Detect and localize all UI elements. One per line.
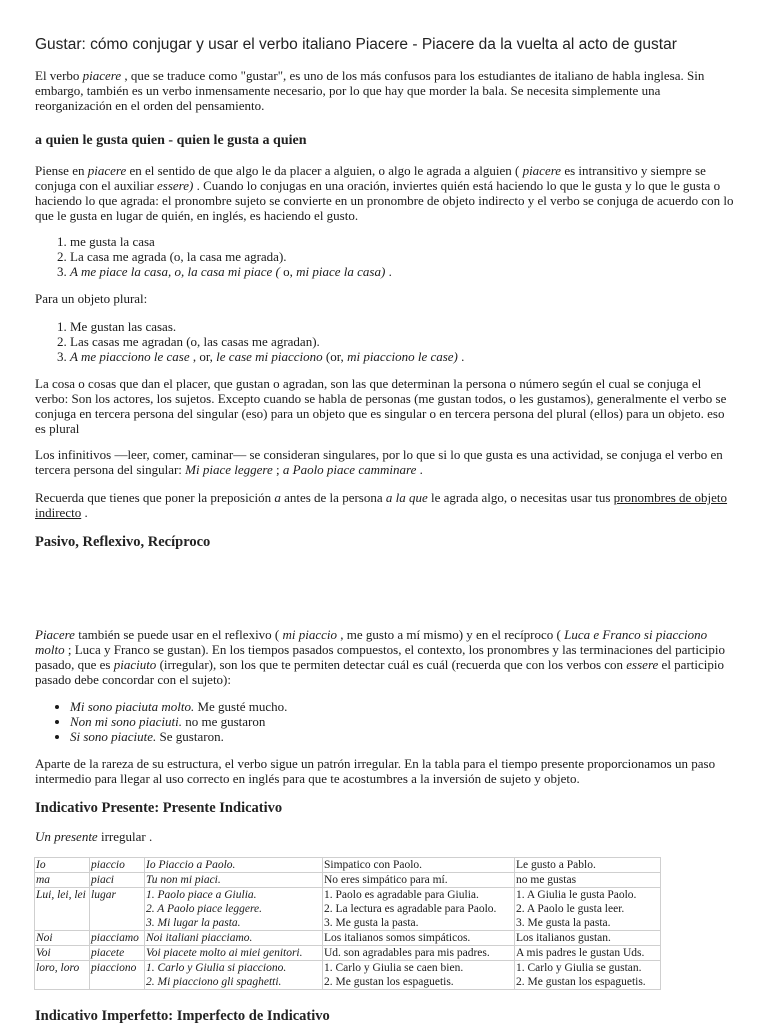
italian-example-cell: 1. Carlo y Giulia si piacciono. 2. Mi piacciono gli spaghetti. bbox=[145, 961, 323, 990]
verb-form-cell: piacciamo bbox=[90, 931, 145, 946]
spanish-translation-cell: no me gustas bbox=[515, 873, 661, 888]
literal-translation-cell: Los italianos somos simpáticos. bbox=[323, 931, 515, 946]
section-heading-presente: Indicativo Presente: Presente Indicativo bbox=[35, 800, 283, 816]
italian-example-cell: Noi italiani piacciamo. bbox=[145, 931, 323, 946]
paragraph-aparte: Aparte de la rareza de su estructura, el verbo sigue un patrón irregular. En la tabla para el tiempo presente proporcionamos un paso intermedio para llegar al uso correcto en inglés para que te acostumbres a la inversión de sujeto y objeto. bbox=[35, 756, 716, 786]
spanish-translation-cell: 1. Carlo y Giulia se gustan. 2. Me gustan los espaguetis. bbox=[515, 961, 661, 990]
pronoun-cell: Voi bbox=[35, 946, 90, 961]
plural-example-list bbox=[35, 319, 730, 364]
italian-example-cell: Io Piaccio a Paolo. bbox=[145, 858, 323, 873]
literal-translation-cell: 1. Carlo y Giulia se caen bien. 2. Me gustan los espaguetis. bbox=[323, 961, 515, 990]
paragraph-reflexivo: Piacere también se puede usar en el reflexivo ( mi piaccio , me gusto a mí mismo) y en el recíproco ( Luca e Franco si piacciono molto ; Luca y Franco se gustan). En los tiempos pasados compuestos, el contexto, los pronombres y las terminaciones del participio pasado, que es piaciuto (irregular), son los que te permiten detectar cuál es cuál (recuerda que con los verbos con essere el participio pasado debe concordar con el sujeto): bbox=[35, 627, 725, 687]
list-item: 1. me gusta la casa bbox=[70, 234, 730, 249]
section-heading-imperfetto: Indicativo Imperfetto: Imperfecto de Indicativo bbox=[35, 1008, 330, 1024]
page-title: Gustar: cómo conjugar y usar el verbo italiano Piacere - Piacere da la vuelta al acto de gustar bbox=[35, 36, 677, 53]
presente-subtitle: Un presente irregular . bbox=[35, 829, 153, 844]
paragraph-recuerda: Recuerda que tienes que poner la preposición a antes de la persona a la que le agrada algo, o necesitas usar tus pronombres de objeto indirecto . bbox=[35, 490, 728, 520]
section-heading-quien: a quien le gusta quien - quien le gusta a quien bbox=[35, 133, 307, 148]
list-item: 1. Me gustan las casas. bbox=[70, 319, 730, 334]
intro-paragraph: El verbo piacere , que se traduce como "gustar", es uno de los más confusos para los estudiantes de italiano de habla inglesa. Sin embargo, también es un verbo inmensamente necesario, por lo que hay que morder la bala. Se necesita simplemente una reorganización en el orden del pensamiento. bbox=[35, 68, 705, 113]
section-heading-pasivo: Pasivo, Reflexivo, Recíproco bbox=[35, 534, 211, 550]
paragraph-la-cosa: La cosa o cosas que dan el placer, que gustan o agradan, son las que determinan la persona o número según el cual se conjuga el verbo: Son los actores, los sujetos. Excepto cuando se habla de personas (me gustan todos, o les gustamos), generalmente el verbo se conjuga en tercera persona del singular (eso) para un objeto que es singular o en tercera persona del plural (ellos) para un objeto. eso es plural bbox=[35, 376, 727, 436]
table-row bbox=[35, 888, 661, 931]
list-item: 3. A me piace la casa, o, la casa mi piace ( o, mi piace la casa) . bbox=[70, 264, 730, 279]
verb-form-cell: piaccio bbox=[90, 858, 145, 873]
literal-translation-cell: Simpatico con Paolo. bbox=[323, 858, 515, 873]
table-row bbox=[35, 858, 661, 873]
list-item: 3. A me piacciono le case , or, le case mi piacciono (or, mi piacciono le case) . bbox=[70, 349, 730, 364]
list-item: 2. Las casas me agradan (o, las casas me agradan). bbox=[70, 334, 730, 349]
pronoun-cell: loro, loro bbox=[35, 961, 90, 990]
pronoun-cell: Noi bbox=[35, 931, 90, 946]
spanish-translation-cell: Le gusto a Pablo. bbox=[515, 858, 661, 873]
spanish-translation-cell: A mis padres le gustan Uds. bbox=[515, 946, 661, 961]
plural-intro: Para un objeto plural: bbox=[35, 291, 148, 306]
list-item: • Si sono piaciute. Se gustaron. bbox=[70, 729, 730, 744]
verb-form-cell: piaci bbox=[90, 873, 145, 888]
literal-translation-cell: 1. Paolo es agradable para Giulia. 2. La lectura es agradable para Paolo. 3. Me gusta la pasta. bbox=[323, 888, 515, 931]
pronombres-link[interactable]: pronombres de objeto indirecto bbox=[35, 490, 728, 520]
table-row bbox=[35, 873, 661, 888]
table-row bbox=[35, 931, 661, 946]
table-row bbox=[35, 946, 661, 961]
spanish-translation-cell: Los italianos gustan. bbox=[515, 931, 661, 946]
list-item: • Non mi sono piaciuti. no me gustaron bbox=[70, 714, 730, 729]
list-item: 2. La casa me agrada (o, la casa me agrada). bbox=[70, 249, 730, 264]
verb-form-cell: lugar bbox=[90, 888, 145, 931]
verb-form-cell: piacciono bbox=[90, 961, 145, 990]
italian-example-cell: 1. Paolo piace a Giulia. 2. A Paolo piace leggere. 3. Mi lugar la pasta. bbox=[145, 888, 323, 931]
singular-example-list bbox=[35, 234, 730, 279]
paragraph-piense: Piense en piacere en el sentido de que algo le da placer a alguien, o algo le agrada a alguien ( piacere es intransitivo y siempre se conjuga con el auxiliar essere) . Cuando lo conjugas en una oración, inviertes quién está haciendo lo que le gusta y lo que le gusta o haciendo lo que agrada: el pronombre sujeto se convierte en un pronombre de objeto indirecto y el verbo se conjuga de acuerdo con lo que le gusta en lugar de quién, en inglés, es haciendo el gusto. bbox=[35, 163, 734, 223]
table-row bbox=[35, 961, 661, 990]
paragraph-infinitivos: Los infinitivos —leer, comer, caminar— se consideran singulares, por lo que si lo que gusta es una actividad, se conjuga el verbo en tercera persona del singular: Mi piace leggere ; a Paolo piace camminare . bbox=[35, 447, 723, 477]
italian-example-cell: Tu non mi piaci. bbox=[145, 873, 323, 888]
pronoun-cell: ma bbox=[35, 873, 90, 888]
spanish-translation-cell: 1. A Giulia le gusta Paolo. 2. A Paolo le gusta leer. 3. Me gusta la pasta. bbox=[515, 888, 661, 931]
list-item: • Mi sono piaciuta molto. Me gusté mucho. bbox=[70, 699, 730, 714]
italian-example-cell: Voi piacete molto ai miei genitori. bbox=[145, 946, 323, 961]
literal-translation-cell: No eres simpático para mí. bbox=[323, 873, 515, 888]
verb-form-cell: piacete bbox=[90, 946, 145, 961]
pronoun-cell: Lui, lei, lei bbox=[35, 888, 90, 931]
reflexive-bullet-list bbox=[35, 699, 730, 744]
pronoun-cell: Io bbox=[35, 858, 90, 873]
literal-translation-cell: Ud. son agradables para mis padres. bbox=[323, 946, 515, 961]
conjugation-table bbox=[34, 857, 661, 990]
